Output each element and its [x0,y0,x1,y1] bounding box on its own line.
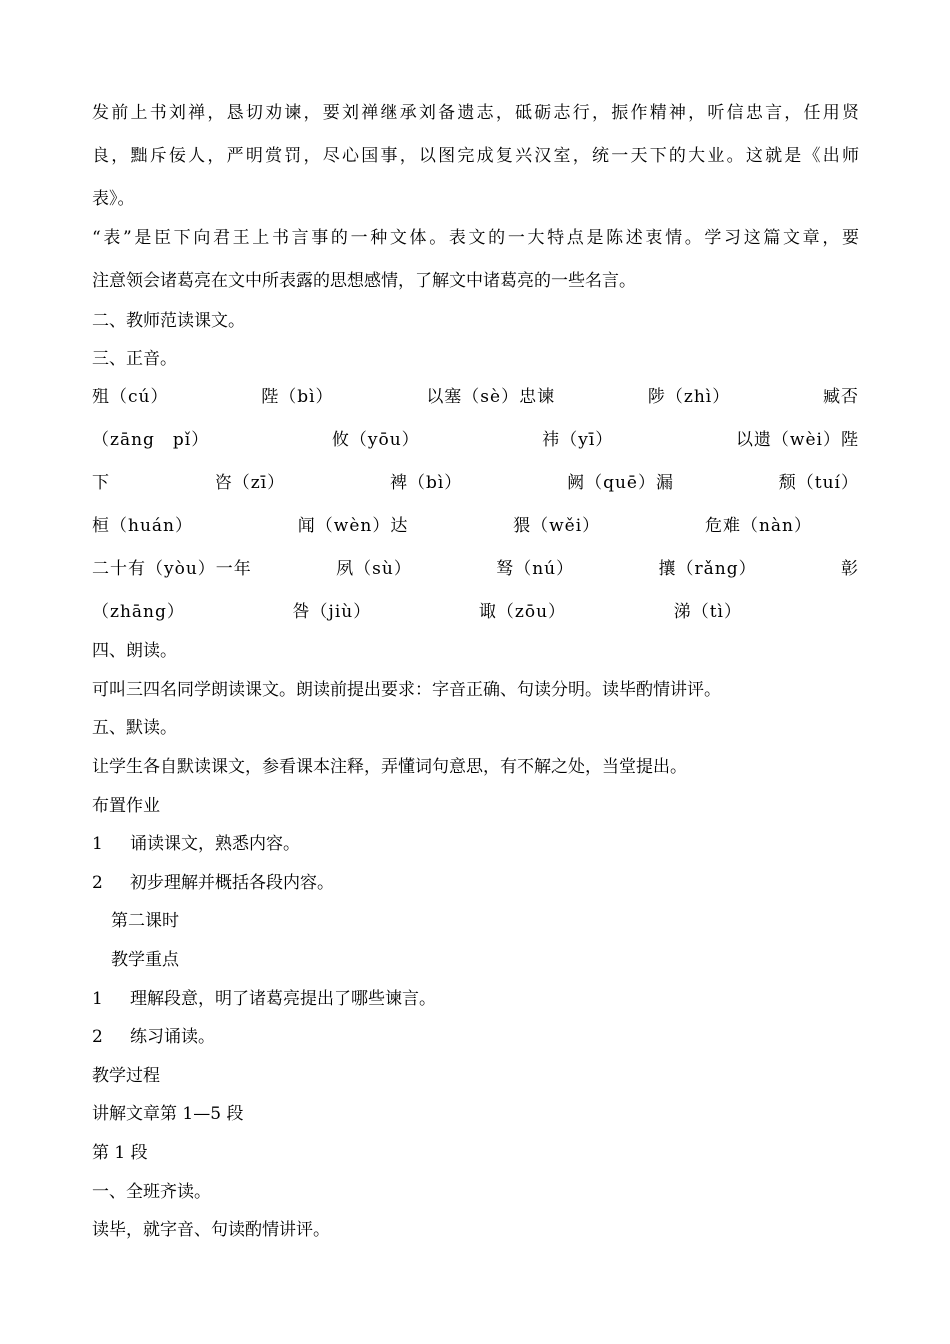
pronunciation-row [92,386,859,408]
paragraph-line: 可叫三四名同学朗读课文。朗读前提出要求：字音正确、句读分明。读毕酌情讲评。 [92,680,721,700]
section-heading: 讲解文章第 1—5 段 [92,1104,244,1124]
section-heading: 三、正音。 [92,349,177,369]
pronunciation-item: 颓（tuí） [778,473,859,493]
pronunciation-item: 诹（zōu） [478,602,567,622]
pronunciation-item: 彰 [840,559,859,579]
list-item [92,988,436,1010]
pronunciation-item: 涕（tì） [673,602,742,622]
pronunciation-row [92,558,859,580]
list-text: 理解段意，明了诸葛亮提出了哪些谏言。 [130,989,436,1009]
section-heading: 教学重点 [111,950,179,970]
pronunciation-row [92,515,812,537]
pronunciation-item: 下 [92,473,110,493]
pronunciation-item: 闻（wèn）达 [297,516,409,536]
pronunciation-row [92,472,859,494]
section-heading: 布置作业 [92,796,160,816]
pronunciation-item: 桓（huán） [92,516,193,536]
list-number: 2 [92,873,103,893]
section-heading: 教学过程 [92,1066,160,1086]
pronunciation-item: 夙（sù） [336,559,412,579]
pronunciation-item: 攸（yōu） [331,430,420,450]
pronunciation-item: 以遗（wèi）陛 [735,430,859,450]
list-text: 诵读课文，熟悉内容。 [130,834,300,854]
paragraph-line: “表”是臣下向君王上书言事的一种文体。表文的一大特点是陈述衷情。学习这篇文章，要 [92,228,859,248]
paragraph-line: 表》。 [92,189,135,209]
pronunciation-item: 阙（quē）漏 [567,473,674,493]
section-heading: 五、默读。 [92,718,177,738]
section-heading: 第二课时 [111,911,179,931]
list-number: 2 [92,1027,103,1047]
pronunciation-item: （zhāng） [92,602,185,622]
list-item [92,1026,215,1048]
list-text: 练习诵读。 [130,1027,215,1047]
pronunciation-item: 以塞（sè）忠谏 [426,387,556,407]
pronunciation-item: 裨（bì） [389,473,463,493]
pronunciation-item: 臧否 [822,387,859,407]
pronunciation-item: 危难（nàn） [704,516,812,536]
pronunciation-row [92,601,742,623]
pronunciation-row [92,429,859,451]
pronunciation-item: 祎（yī） [542,430,614,450]
paragraph-line: 注意领会诸葛亮在文中所表露的思想感情，了解文中诸葛亮的一些名言。 [92,271,636,291]
list-text: 初步理解并概括各段内容。 [130,873,334,893]
list-item [92,872,334,894]
section-heading: 二、教师范读课文。 [92,311,245,331]
paragraph-line: 发前上书刘禅，恳切劝谏，要刘禅继承刘备遗志，砥砺志行，振作精神，听信忠言，任用贤 [92,103,859,123]
section-heading: 第 1 段 [92,1143,148,1163]
pronunciation-item: 殂（cú） [92,387,169,407]
pronunciation-item: 攘（rǎng） [658,559,757,579]
pronunciation-item: 咨（zī） [214,473,286,493]
pronunciation-item: 陟（zhì） [647,387,731,407]
list-number: 1 [92,989,103,1009]
paragraph-line: 良，黜斥佞人，严明赏罚，尽心国事，以图完成复兴汉室，统一天下的大业。这就是《出师 [92,146,859,166]
pronunciation-item: 猥（wěi） [513,516,601,536]
paragraph-line: 读毕，就字音、句读酌情讲评。 [92,1220,330,1240]
pronunciation-item: 咎（jiù） [292,602,372,622]
section-heading: 一、全班齐读。 [92,1182,211,1202]
pronunciation-item: 驽（nú） [496,559,575,579]
pronunciation-item: 陛（bì） [261,387,334,407]
pronunciation-item: （zāng pǐ） [92,430,210,450]
paragraph-line: 让学生各自默读课文，参看课本注释，弄懂词句意思，有不解之处，当堂提出。 [92,757,687,777]
section-heading: 四、朗读。 [92,641,177,661]
pronunciation-item: 二十有（yòu）一年 [92,559,252,579]
list-number: 1 [92,834,103,854]
list-item [92,833,300,855]
